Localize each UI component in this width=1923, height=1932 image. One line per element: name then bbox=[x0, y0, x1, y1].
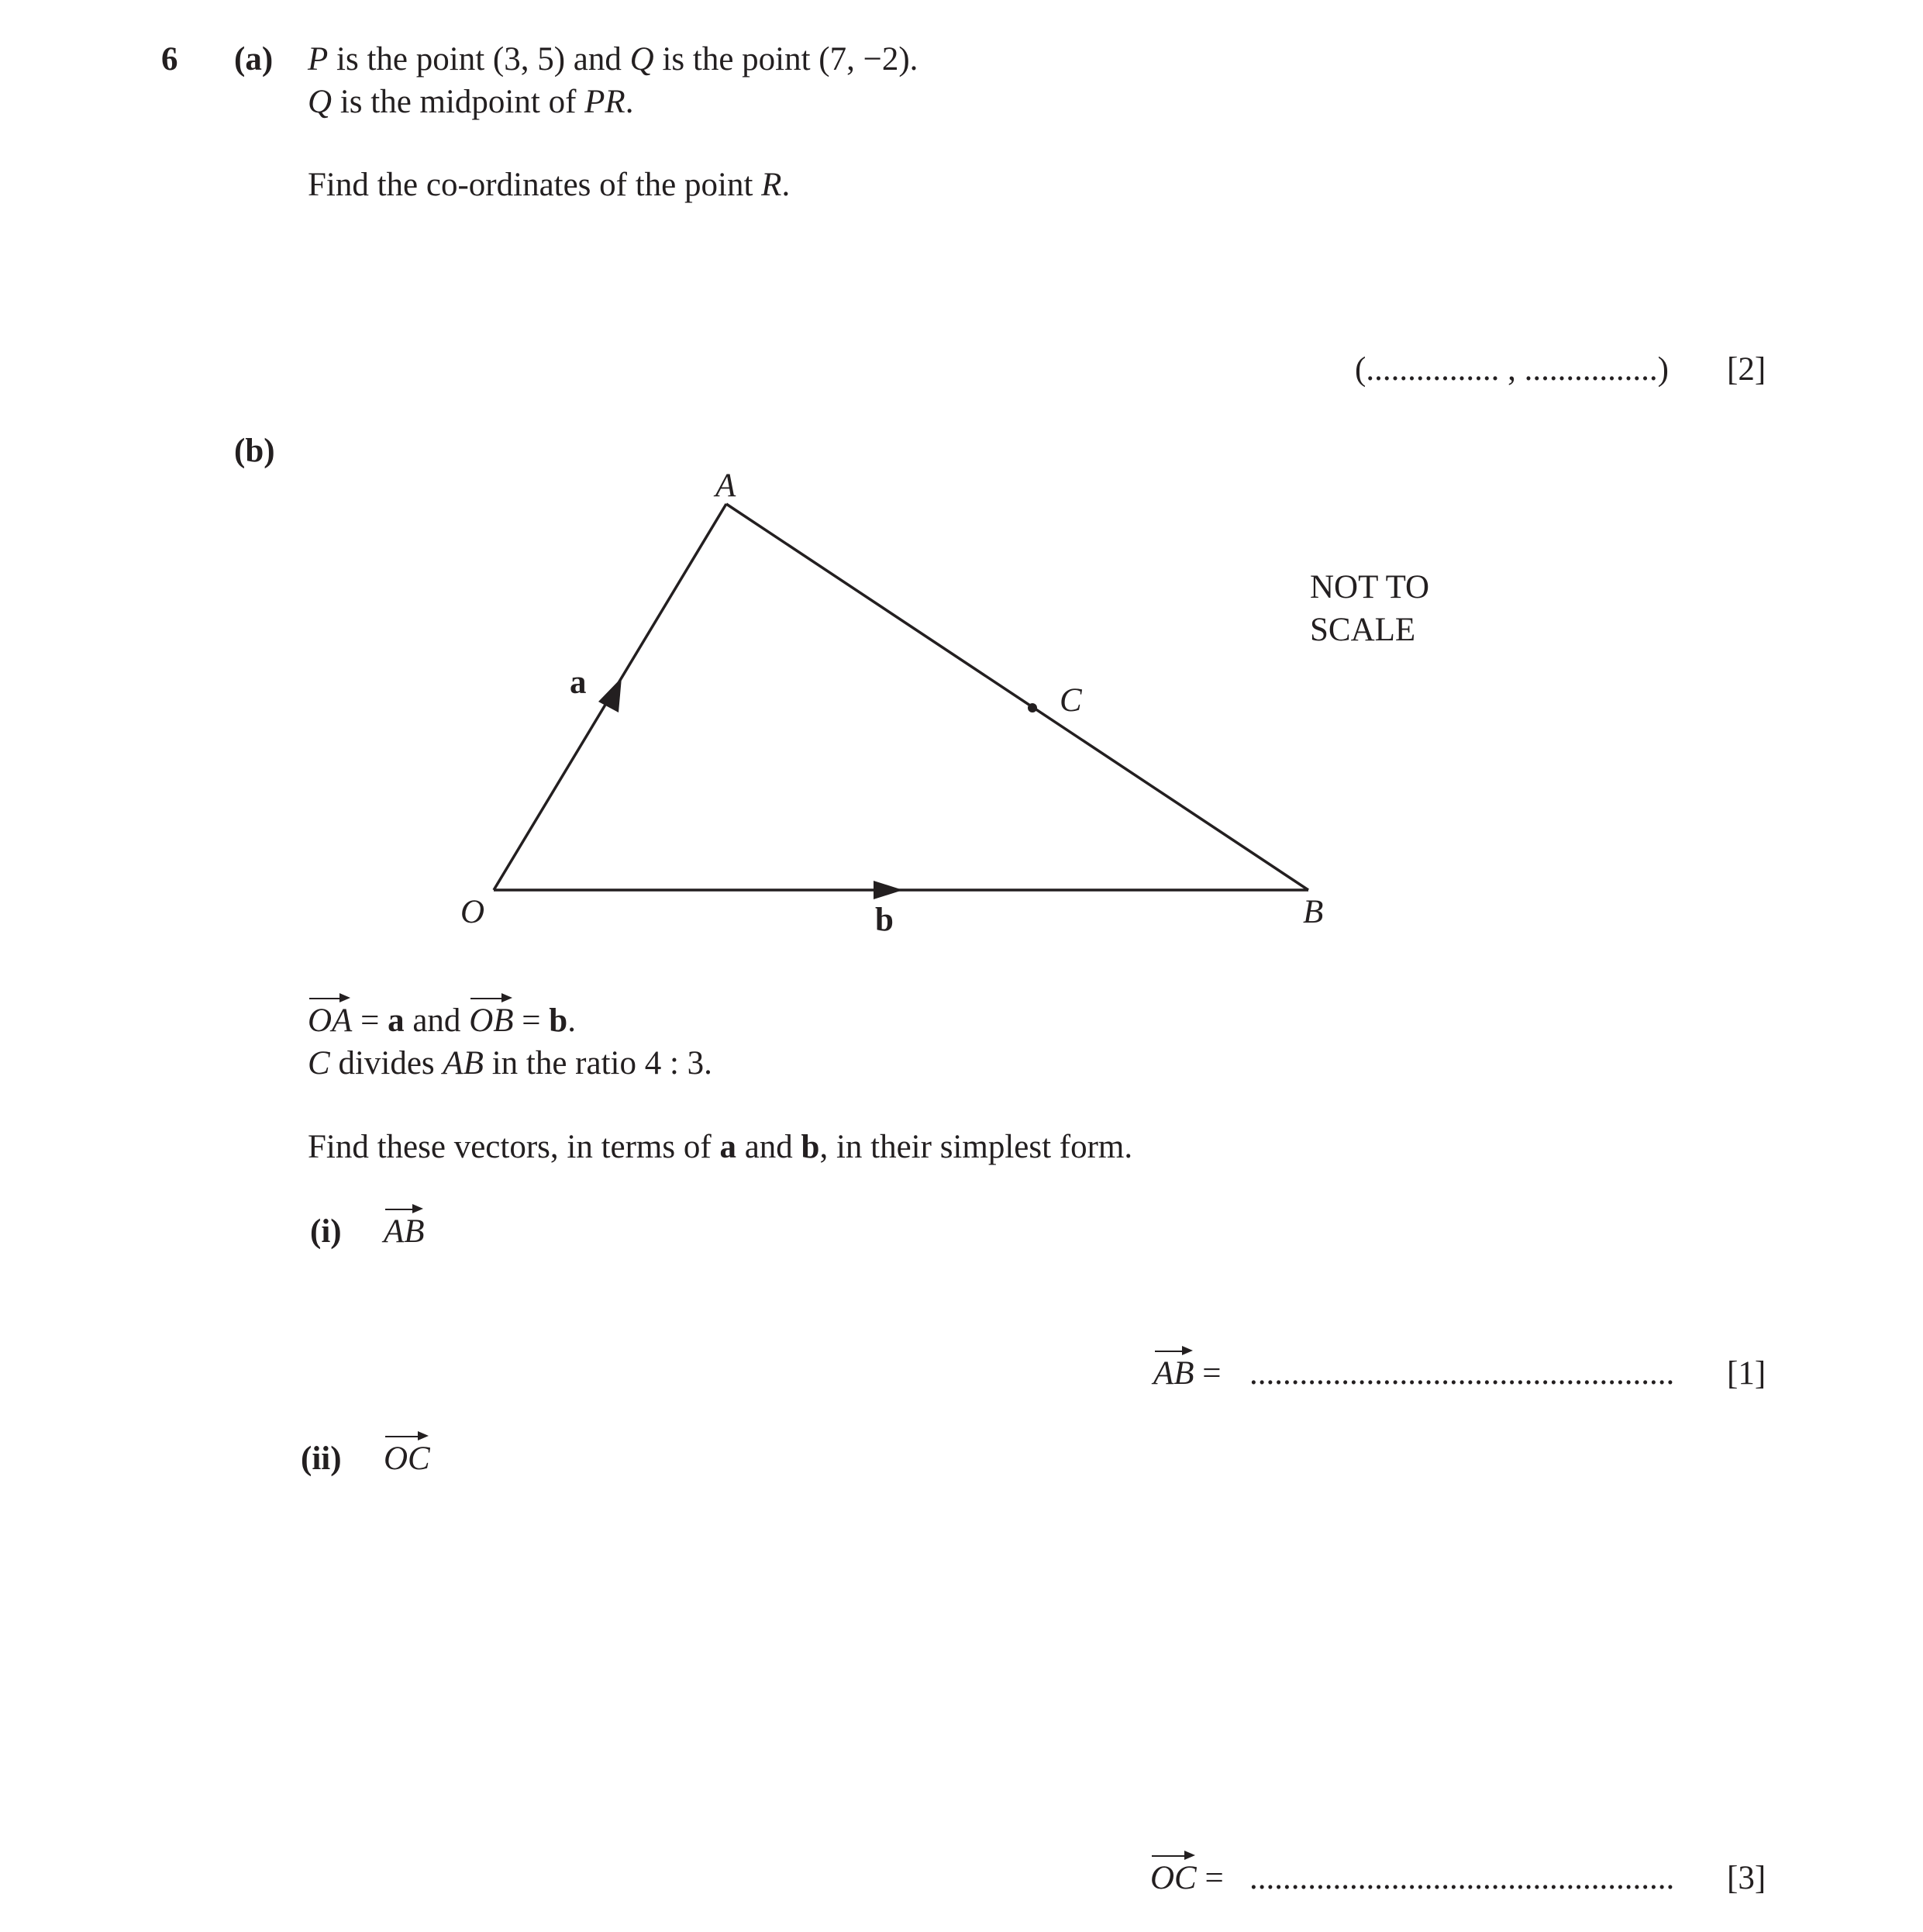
sub-ii-label: (ii) bbox=[301, 1440, 342, 1477]
vector-ab: AB bbox=[384, 1213, 425, 1250]
point-c-dot bbox=[1028, 703, 1037, 712]
instr-text2: and bbox=[736, 1129, 801, 1165]
sub-ii-vector bbox=[384, 1442, 430, 1475]
instr-bold-b: b bbox=[801, 1129, 820, 1165]
not-to-scale-line1: NOT TO bbox=[1310, 569, 1430, 605]
sub-i-label: (i) bbox=[310, 1213, 342, 1250]
sub-ii-answer-line[interactable]: ................................................... bbox=[1249, 1860, 1675, 1896]
sub-i-answer-label bbox=[1153, 1357, 1222, 1390]
instr-text1: Find these vectors, in terms of bbox=[308, 1129, 720, 1165]
vector-oc: OC bbox=[384, 1440, 430, 1477]
label-b-vertex: B bbox=[1303, 894, 1324, 930]
point-q: Q bbox=[629, 41, 654, 78]
side-ab bbox=[726, 504, 1308, 890]
and-text: and bbox=[404, 1002, 470, 1039]
bold-b: b bbox=[549, 1002, 568, 1039]
vector-ob: OB bbox=[469, 1002, 514, 1039]
point-c-text: C bbox=[308, 1045, 330, 1082]
ratio-text1: divides bbox=[329, 1045, 443, 1082]
line1-text1: is the point (3, 5) and bbox=[328, 41, 630, 78]
part-a-marks: [2] bbox=[1727, 351, 1766, 388]
label-o: O bbox=[460, 894, 485, 930]
sub-i-answer-line[interactable]: ................................................... bbox=[1249, 1355, 1675, 1392]
answer-vector-ab: AB bbox=[1153, 1355, 1194, 1392]
sub-i-marks: [1] bbox=[1727, 1355, 1766, 1392]
ratio-statement bbox=[308, 1047, 712, 1080]
part-b-instruction bbox=[308, 1130, 1132, 1164]
line2-text1: is the midpoint of bbox=[332, 84, 585, 120]
question-number: 6 bbox=[161, 41, 178, 78]
not-to-scale-line2: SCALE bbox=[1310, 612, 1416, 648]
vector-oa: OA bbox=[308, 1002, 353, 1039]
part-b-label: (b) bbox=[234, 433, 275, 469]
point-r: R bbox=[761, 167, 782, 203]
given1-end: . bbox=[567, 1002, 576, 1039]
sub-ii-marks: [3] bbox=[1727, 1860, 1766, 1896]
segment-ab: AB bbox=[443, 1045, 484, 1082]
part-a-label: (a) bbox=[234, 41, 274, 78]
given-vectors bbox=[308, 1004, 576, 1037]
segment-pr: PR bbox=[584, 84, 625, 120]
answer-equals-oc: = bbox=[1196, 1860, 1224, 1896]
label-vector-b: b bbox=[875, 902, 894, 938]
point-q-2: Q bbox=[308, 84, 333, 120]
line2-text2: . bbox=[625, 84, 634, 120]
sub-ii-answer-label bbox=[1150, 1861, 1224, 1895]
line3-text1: Find the co-ordinates of the point bbox=[308, 167, 762, 203]
arrowhead-a bbox=[598, 678, 622, 712]
part-a-answer-line[interactable]: (................ , ................) bbox=[1355, 351, 1669, 388]
instr-text3: , in their simplest form. bbox=[819, 1129, 1133, 1165]
label-vector-a: a bbox=[570, 664, 587, 701]
bold-a: a bbox=[388, 1002, 405, 1039]
instr-bold-a: a bbox=[719, 1129, 736, 1165]
line3-text2: . bbox=[781, 167, 791, 203]
line1-text2: is the point (7, −2). bbox=[653, 41, 918, 78]
answer-equals-ab: = bbox=[1194, 1355, 1222, 1392]
label-a: A bbox=[715, 467, 736, 504]
arrowhead-b bbox=[874, 881, 903, 899]
sub-i-vector bbox=[384, 1215, 425, 1248]
answer-vector-oc: OC bbox=[1150, 1860, 1197, 1896]
ratio-text2: in the ratio 4 : 3. bbox=[483, 1045, 712, 1082]
equals-1: = bbox=[352, 1002, 388, 1039]
label-c: C bbox=[1060, 682, 1082, 719]
equals-2: = bbox=[513, 1002, 550, 1039]
point-p: P bbox=[308, 41, 329, 78]
